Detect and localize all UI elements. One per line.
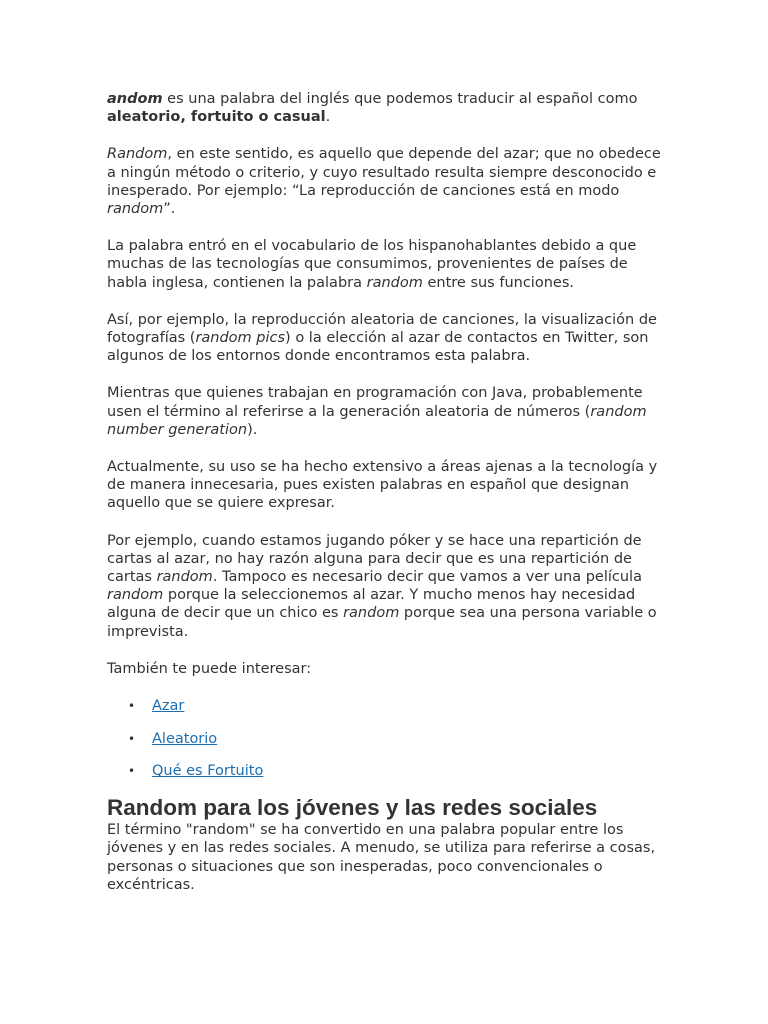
paragraph-meaning: Random, en este sentido, es aquello que depende del azar; que no obedece a ningún método o criterio, y cuyo resultado resulta siempre desconocido e inesperado. Por ejemplo: “La reproducción de canciones está en modo random”. (107, 146, 661, 218)
paragraph-current-use: Actualmente, su uso se ha hecho extensivo a áreas ajenas a la tecnología y de manera innecesaria, pues existen palabras en español que designan aquello que se quiere expresar. (107, 459, 658, 512)
paragraph-programming: Mientras que quienes trabajan en programación con Java, probablemente usen el término al referirse a la generación aleatoria de números (random number generation). (107, 385, 647, 438)
link-aleatorio[interactable]: Aleatorio (152, 730, 218, 747)
bullet-icon: • (128, 764, 136, 779)
related-links-list (107, 697, 667, 781)
paragraph-examples: Así, por ejemplo, la reproducción aleatoria de canciones, la visualización de fotografías (random pics) o la elección al azar de contactos en Twitter, son algunos de los entornos donde encontramos esta palabra. (107, 311, 657, 365)
paragraph-origin: La palabra entró en el vocabulario de los hispanohablantes debido a que muchas de las tecnologías que consumimos, provenientes de países de habla inglesa, contienen la palabra random entre sus funciones. (107, 238, 637, 291)
bullet-icon: • (128, 699, 136, 714)
list-item (128, 697, 667, 715)
related-intro: También te puede interesar: (107, 660, 312, 677)
paragraph-social: El término "random" se ha convertido en una palabra popular entre los jóvenes y en las redes sociales. A menudo, se utiliza para referirse a cosas, personas o situaciones que son inesperadas, poco convencionales o excéntricas. (107, 822, 656, 893)
article-body (107, 90, 667, 913)
link-fortuito[interactable]: Qué es Fortuito (152, 763, 264, 780)
section-heading: Random para los jóvenes y las redes sociales (107, 795, 598, 821)
bullet-icon: • (128, 731, 136, 746)
list-item (128, 762, 667, 780)
paragraph-poker-example: Por ejemplo, cuando estamos jugando póker y se hace una repartición de cartas al azar, no hay razón alguna para decir que es una repartición de cartas random. Tampoco es necesario decir que vamos a ver una película random porque la seleccionemos al azar. Y mucho menos hay necesidad alguna de decir que un chico es random porque sea una persona variable o imprevista. (107, 532, 657, 640)
list-item (128, 730, 667, 748)
paragraph-definition: andom es una palabra del inglés que podemos traducir al español como aleatorio, fortuito o casual. (107, 91, 638, 126)
link-azar[interactable]: Azar (152, 698, 185, 715)
translation-terms: aleatorio, fortuito o casual (107, 109, 326, 126)
term-fragment: andom (107, 91, 163, 107)
